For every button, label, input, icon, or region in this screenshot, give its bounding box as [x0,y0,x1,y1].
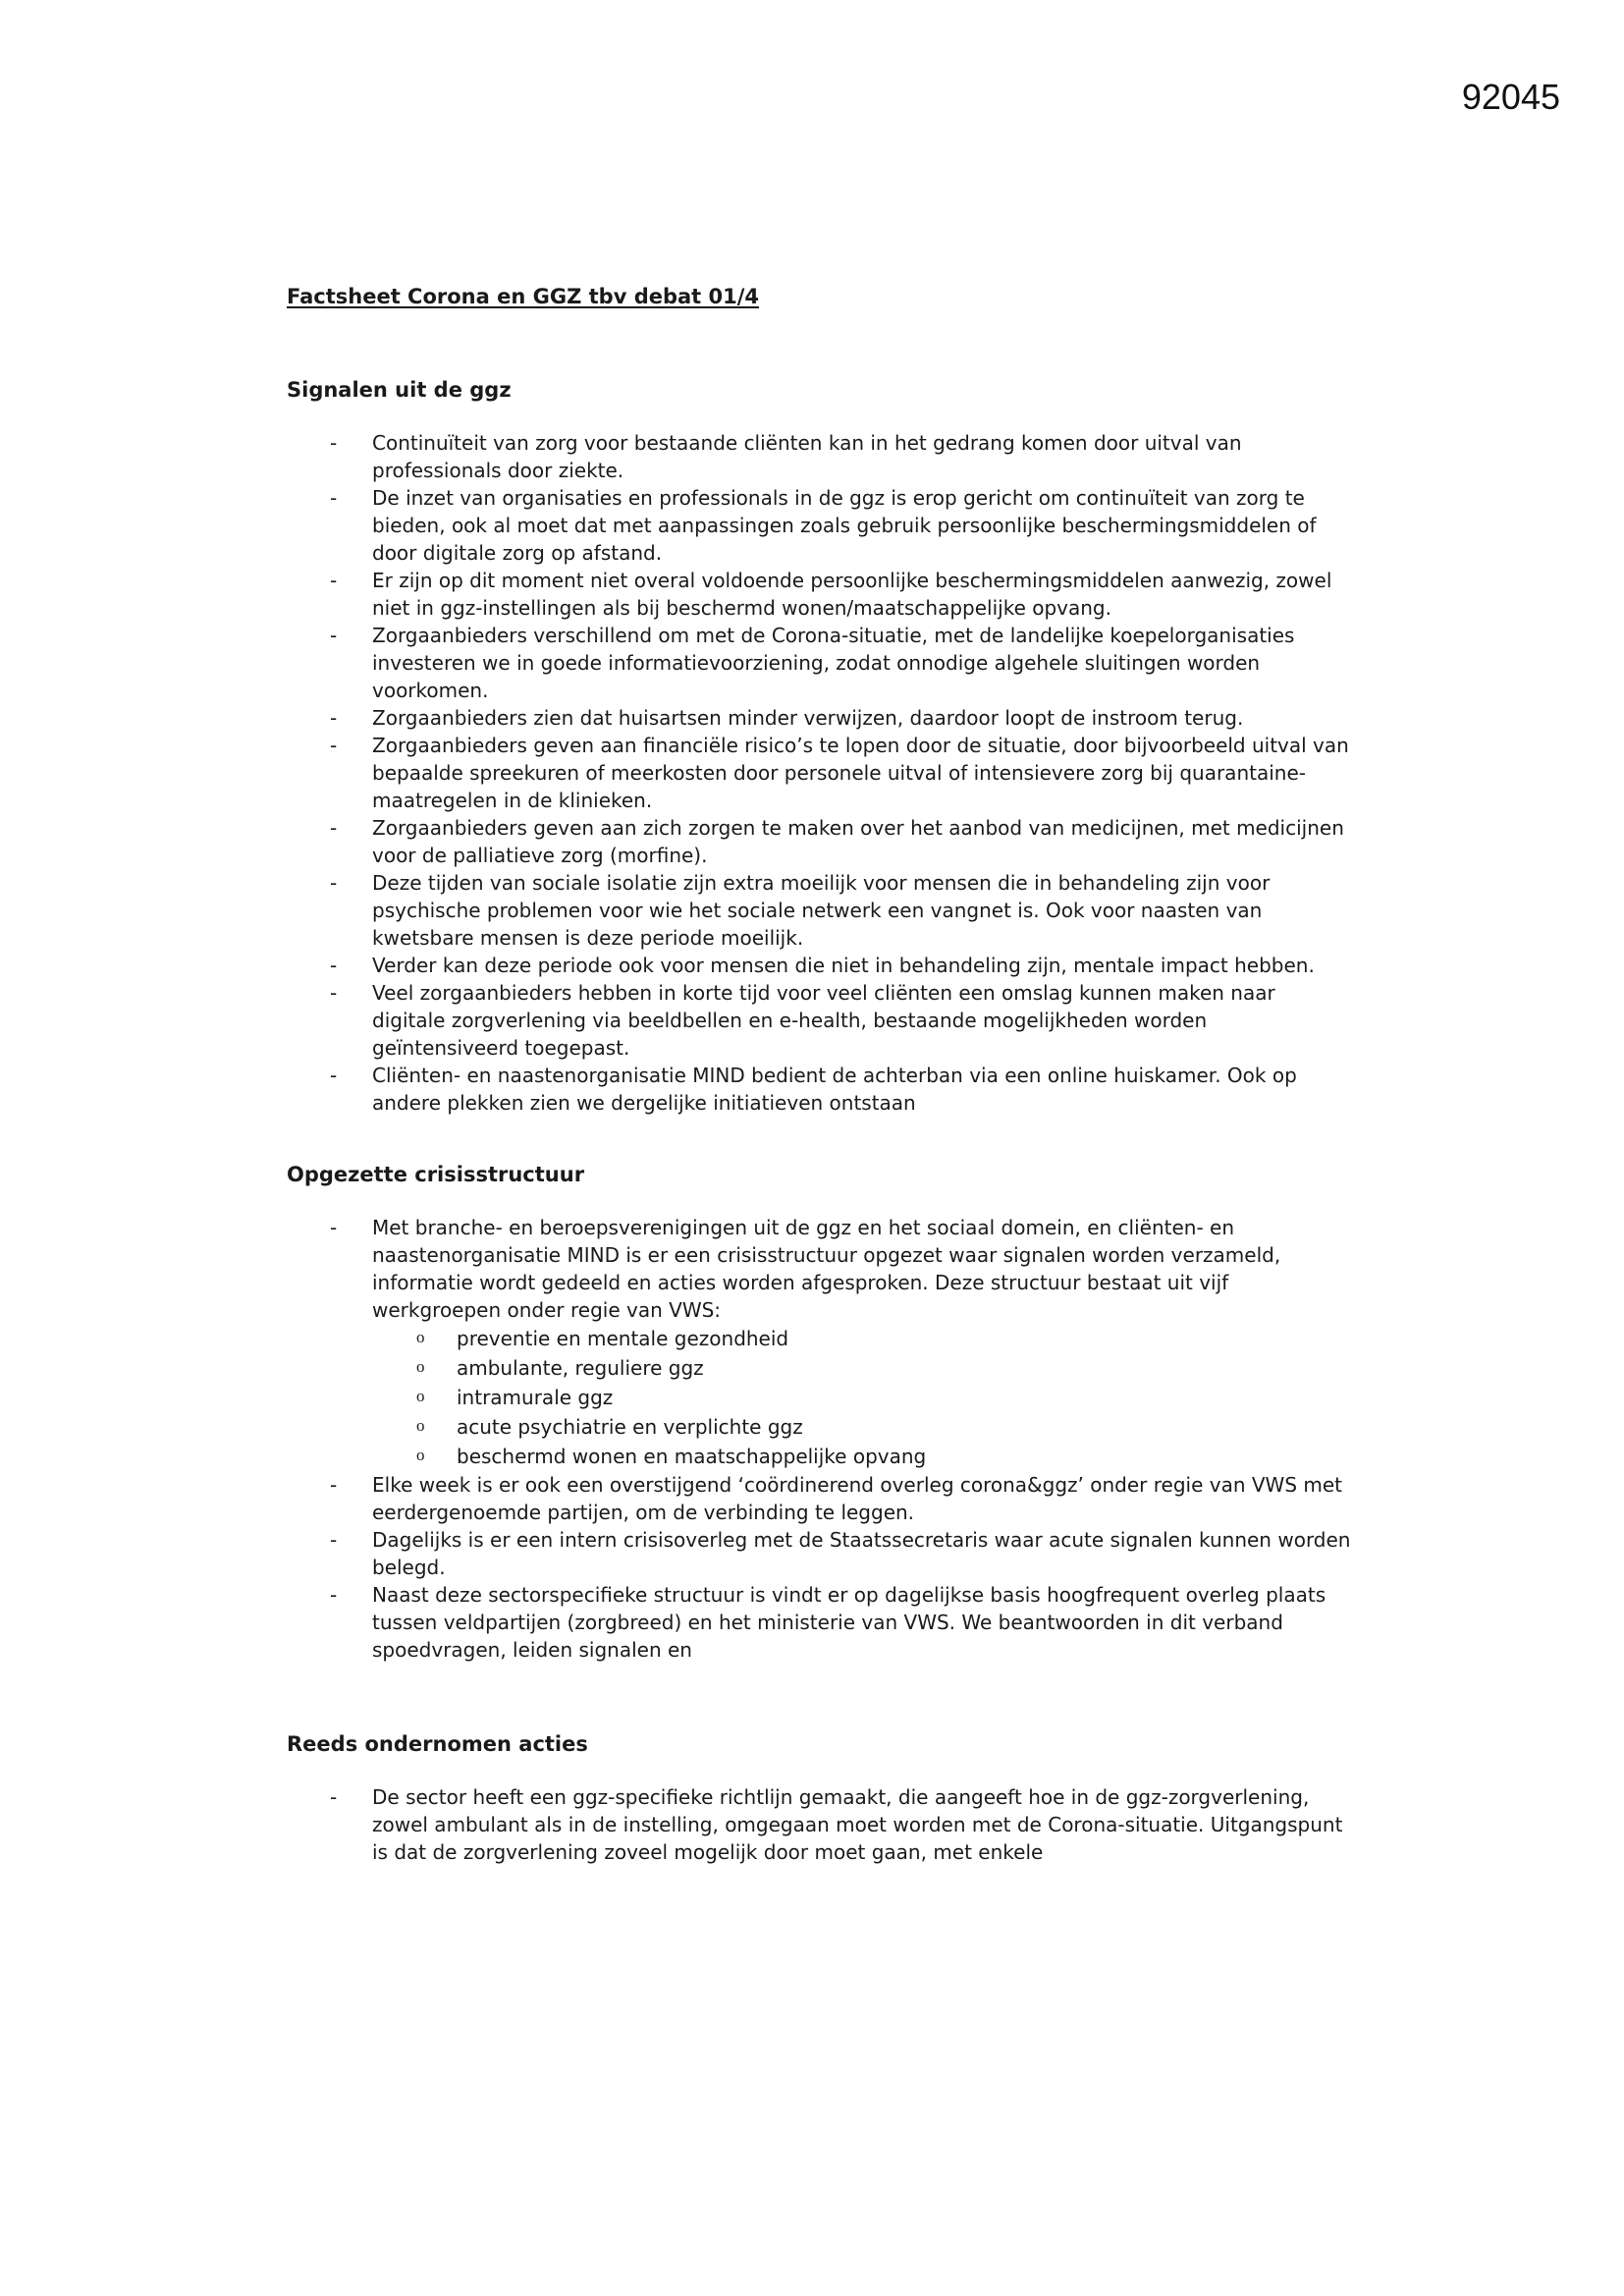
list-item: - Dagelijks is er een intern crisisoverleg met de Staatssecretaris waar acute signalen kunnen worden belegd. [287,1526,1354,1581]
bullet-list [287,1214,1367,1664]
list-item: - De inzet van organisaties en professionals in de ggz is erop gericht om continuïteit van zorg te bieden, ook al moet dat met aanpassingen zoals gebruik persoonlijke beschermingsmiddelen of door digitale zorg op afstand. [287,484,1354,567]
list-item [287,1214,1354,1471]
document-title: Factsheet Corona en GGZ tbv debat 01/4 [287,285,760,308]
bullet-list [287,1783,1367,1866]
list-item-text: Met branche- en beroepsverenigingen uit de ggz en het sociaal domein, en cliënten- en naastenorganisatie MIND is er een crisisstructuur opgezet waar signalen worden verzameld, informatie wordt gedeeld en acties worden afgesproken. Deze structuur bestaat uit vijf werkgroepen onder regie van VWS: [372,1216,1281,1322]
sub-list-item: o intramurale ggz [372,1383,1354,1412]
list-item: - Er zijn op dit moment niet overal voldoende persoonlijke beschermingsmiddelen aanwezig, zowel niet in ggz-instellingen als bij beschermd wonen/maatschappelijke opvang. [287,567,1354,622]
section-signalen [287,378,1367,1117]
list-item: - Elke week is er ook een overstijgend ‘coördinerend overleg corona&ggz’ onder regie van VWS met eerdergenoemde partijen, om de verbinding te leggen. [287,1471,1354,1526]
document-number: 92045 [1461,77,1560,117]
list-item: - De sector heeft een ggz-specifieke richtlijn gemaakt, die aangeeft hoe in de ggz-zorgverlening, zowel ambulant als in de instelling, omgegaan moet worden met de Corona-situatie. Uitgangspunt is dat de zorgverlening zoveel mogelijk door moet gaan, met enkele [287,1783,1354,1866]
list-item: - Deze tijden van sociale isolatie zijn extra moeilijk voor mensen die in behandeling zijn voor psychische problemen voor wie het sociale netwerk een vangnet is. Ook voor naasten van kwetsbare mensen is deze periode moeilijk. [287,869,1354,952]
section-ondernomen-acties [287,1732,1367,1866]
sub-list-item: o beschermd wonen en maatschappelijke opvang [372,1442,1354,1471]
list-item: - Zorgaanbieders geven aan financiële risico’s te lopen door de situatie, door bijvoorbeeld uitval van bepaalde spreekuren of meerkosten door personele uitval of intensievere zorg bij quarantaine-maatregelen in de klinieken. [287,732,1354,814]
werkgroepen-list [372,1324,1354,1471]
document-body [287,378,1367,1866]
list-item: - Verder kan deze periode ook voor mensen die niet in behandeling zijn, mentale impact hebben. [287,952,1354,979]
sub-list-item: o acute psychiatrie en verplichte ggz [372,1412,1354,1442]
section-heading: Signalen uit de ggz [287,378,512,402]
list-item: - Zorgaanbieders geven aan zich zorgen te maken over het aanbod van medicijnen, met medicijnen voor de palliatieve zorg (morfine). [287,814,1354,869]
list-item: - Veel zorgaanbieders hebben in korte tijd voor veel cliënten een omslag kunnen maken naar digitale zorgverlening via beeldbellen en e-health, bestaande mogelijkheden worden geïntensiveerd toegepast. [287,979,1354,1062]
section-crisisstructuur [287,1163,1367,1664]
list-item: - Cliënten- en naastenorganisatie MIND bedient de achterban via een online huiskamer. Ook op andere plekken zien we dergelijke initiatieven ontstaan [287,1062,1354,1117]
list-item: - Naast deze sectorspecifieke structuur is vindt er op dagelijkse basis hoogfrequent overleg plaats tussen veldpartijen (zorgbreed) en het ministerie van VWS. We beantwoorden in dit verband spoedvragen, leiden signalen en [287,1581,1354,1664]
list-item: - Zorgaanbieders zien dat huisartsen minder verwijzen, daardoor loopt de instroom terug. [287,704,1354,732]
list-item: - Continuïteit van zorg voor bestaande cliënten kan in het gedrang komen door uitval van professionals door ziekte. [287,429,1354,484]
sub-list-item: o preventie en mentale gezondheid [372,1324,1354,1353]
sub-list-item: o ambulante, reguliere ggz [372,1353,1354,1383]
list-item: - Zorgaanbieders verschillend om met de Corona-situatie, met de landelijke koepelorganisaties investeren we in goede informatievoorziening, zodat onnodige algehele sluitingen worden voorkomen. [287,622,1354,704]
bullet-list [287,429,1367,1117]
section-heading: Reeds ondernomen acties [287,1732,588,1756]
section-heading: Opgezette crisisstructuur [287,1163,585,1186]
